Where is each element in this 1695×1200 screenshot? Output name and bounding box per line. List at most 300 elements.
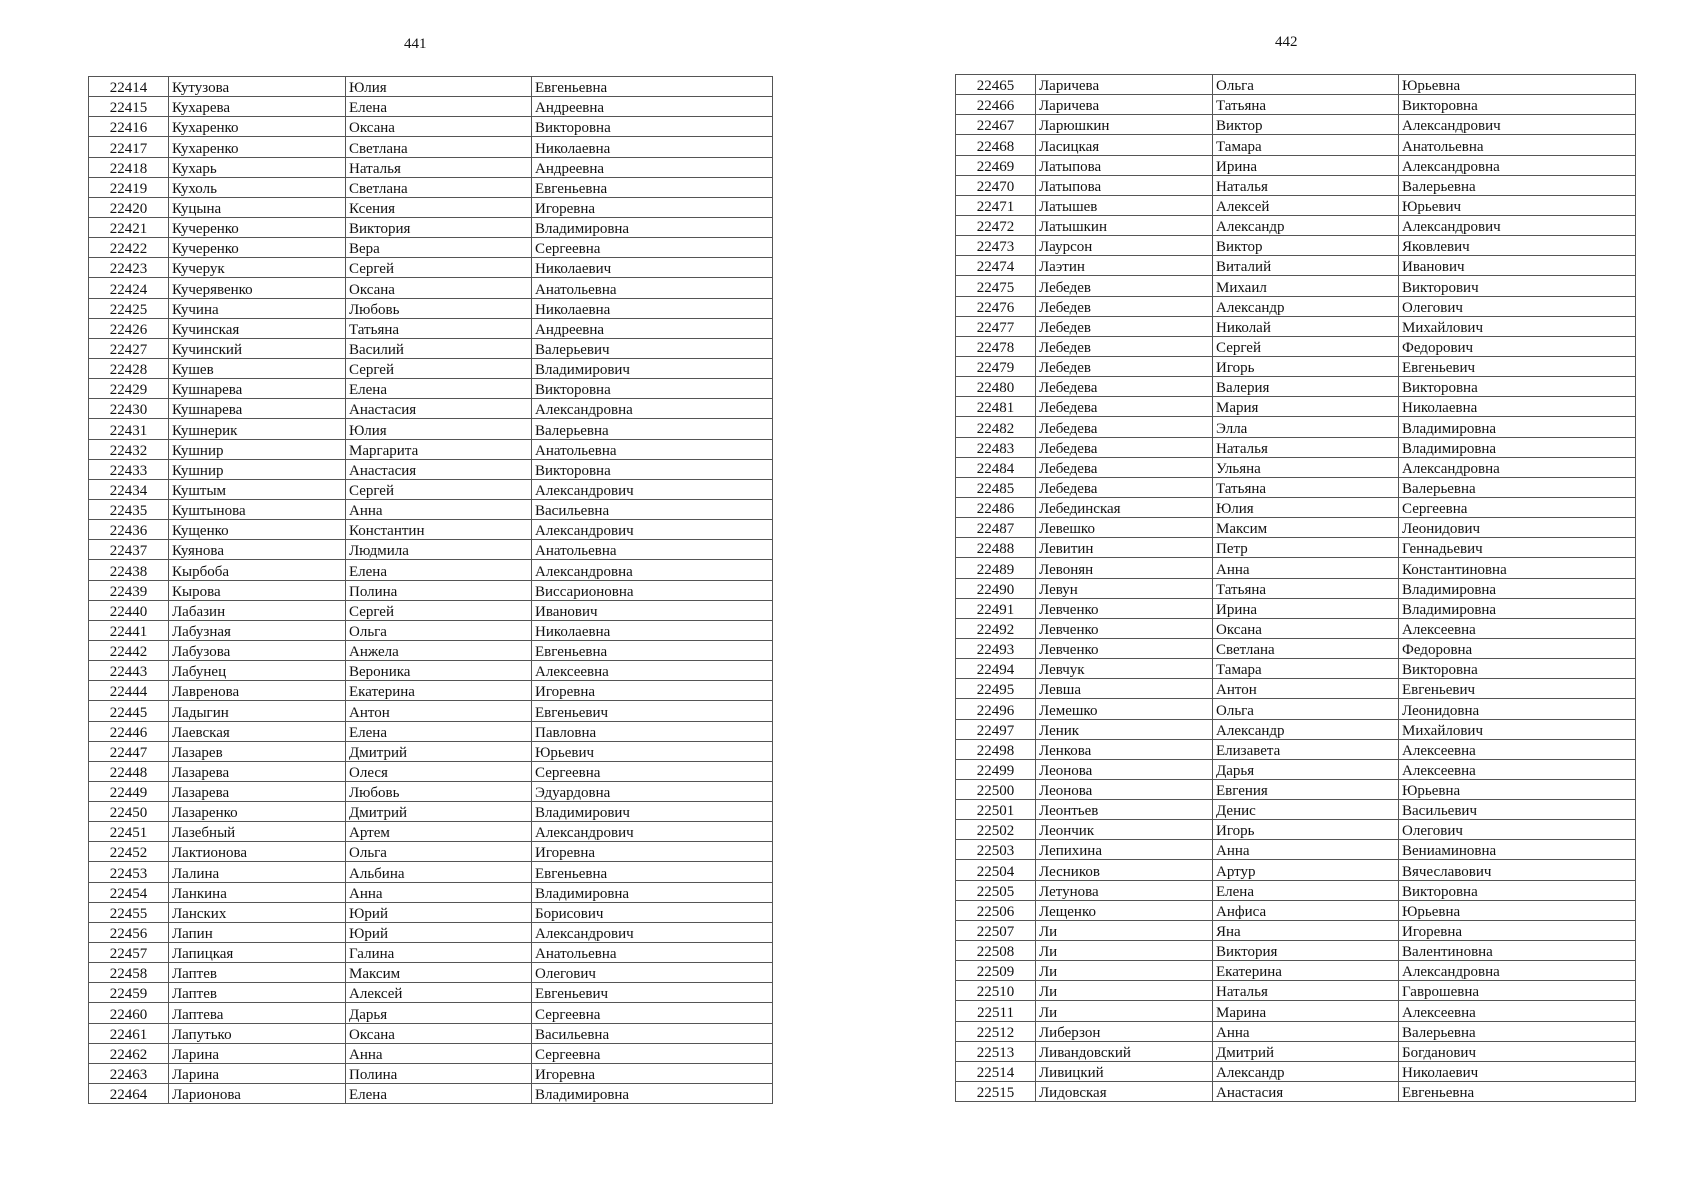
table-row [956,1082,1636,1102]
cell-patronymic: Яковлевич [1399,236,1636,256]
cell-number: 22478 [956,336,1036,356]
table-row [89,761,773,781]
cell-patronymic: Валерьевна [532,419,773,439]
cell-number: 22470 [956,175,1036,195]
cell-number: 22460 [89,1003,169,1023]
table-row [956,759,1636,779]
table-row [956,336,1636,356]
cell-patronymic: Андреевна [532,157,773,177]
cell-surname: Левченко [1036,618,1213,638]
cell-surname: Кучинский [169,338,346,358]
cell-number: 22504 [956,860,1036,880]
table-row [89,1043,773,1063]
cell-surname: Левонян [1036,558,1213,578]
cell-surname: Ли [1036,981,1213,1001]
table-row [89,1063,773,1083]
cell-first-name: Артем [346,822,532,842]
cell-number: 22430 [89,399,169,419]
cell-number: 22515 [956,1082,1036,1102]
cell-number: 22458 [89,963,169,983]
cell-surname: Куцына [169,197,346,217]
cell-first-name: Константин [346,520,532,540]
cell-surname: Ли [1036,1001,1213,1021]
cell-surname: Лабузова [169,640,346,660]
cell-first-name: Ольга [346,842,532,862]
cell-first-name: Юрий [346,922,532,942]
cell-surname: Лаурсон [1036,236,1213,256]
cell-surname: Ливицкий [1036,1061,1213,1081]
cell-patronymic: Федоровна [1399,638,1636,658]
cell-first-name: Марина [1213,1001,1399,1021]
cell-surname: Левешко [1036,518,1213,538]
cell-patronymic: Викторовна [532,459,773,479]
cell-surname: Кушнарева [169,399,346,419]
cell-surname: Кутузова [169,77,346,97]
table-row [956,860,1636,880]
cell-first-name: Анастасия [346,399,532,419]
cell-patronymic: Евгеньевна [532,77,773,97]
cell-patronymic: Николаевич [532,258,773,278]
cell-surname: Ларина [169,1063,346,1083]
cell-first-name: Юлия [1213,497,1399,517]
cell-number: 22434 [89,479,169,499]
cell-surname: Ли [1036,920,1213,940]
cell-patronymic: Иванович [532,600,773,620]
cell-number: 22487 [956,518,1036,538]
cell-number: 22420 [89,197,169,217]
cell-surname: Кушев [169,358,346,378]
table-row [89,862,773,882]
cell-patronymic: Михайлович [1399,719,1636,739]
cell-patronymic: Владимировна [1399,437,1636,457]
table-row [956,236,1636,256]
cell-number: 22417 [89,137,169,157]
table-row [956,638,1636,658]
cell-first-name: Светлана [346,137,532,157]
cell-patronymic: Игоревна [1399,920,1636,940]
table-row [956,135,1636,155]
cell-surname: Либерзон [1036,1021,1213,1041]
cell-surname: Латышев [1036,195,1213,215]
cell-patronymic: Васильевна [532,499,773,519]
cell-surname: Лидовская [1036,1082,1213,1102]
cell-patronymic: Алексеевна [532,661,773,681]
cell-number: 22481 [956,397,1036,417]
cell-surname: Куштынова [169,499,346,519]
table-row [89,620,773,640]
cell-first-name: Екатерина [346,681,532,701]
cell-patronymic: Николаевна [532,620,773,640]
cell-surname: Левша [1036,679,1213,699]
cell-number: 22511 [956,1001,1036,1021]
cell-patronymic: Леонидович [1399,518,1636,538]
cell-surname: Кучерявенко [169,278,346,298]
cell-surname: Летунова [1036,880,1213,900]
cell-patronymic: Олегович [532,963,773,983]
cell-first-name: Светлана [1213,638,1399,658]
cell-patronymic: Андреевна [532,97,773,117]
cell-first-name: Ольга [346,620,532,640]
cell-patronymic: Викторовна [1399,95,1636,115]
cell-first-name: Елена [346,560,532,580]
table-row [956,981,1636,1001]
cell-number: 22428 [89,358,169,378]
cell-first-name: Анастасия [346,459,532,479]
cell-first-name: Оксана [346,1023,532,1043]
table-row [89,842,773,862]
cell-surname: Лабазин [169,600,346,620]
cell-number: 22479 [956,356,1036,376]
cell-patronymic: Константиновна [1399,558,1636,578]
cell-patronymic: Виссарионовна [532,580,773,600]
cell-first-name: Людмила [346,540,532,560]
table-row [89,882,773,902]
cell-number: 22510 [956,981,1036,1001]
page-number-right: 442 [1275,34,1298,50]
cell-number: 22507 [956,920,1036,940]
cell-patronymic: Валерьевич [532,338,773,358]
table-row [89,439,773,459]
cell-patronymic: Евгеньевич [532,701,773,721]
cell-number: 22459 [89,983,169,1003]
cell-patronymic: Анатольевна [1399,135,1636,155]
cell-surname: Ларичева [1036,75,1213,95]
table-row [956,256,1636,276]
table-row [956,558,1636,578]
table-row [956,477,1636,497]
table-row [956,397,1636,417]
cell-patronymic: Евгеньевна [532,640,773,660]
cell-patronymic: Александрович [532,822,773,842]
cell-first-name: Виктория [346,217,532,237]
cell-patronymic: Анатольевна [532,540,773,560]
cell-surname: Леонова [1036,779,1213,799]
cell-patronymic: Олегович [1399,820,1636,840]
cell-number: 22445 [89,701,169,721]
cell-patronymic: Игоревна [532,842,773,862]
cell-patronymic: Евгеньевна [1399,1082,1636,1102]
cell-first-name: Наталья [1213,437,1399,457]
cell-number: 22498 [956,739,1036,759]
cell-patronymic: Эдуардовна [532,781,773,801]
cell-surname: Лебедева [1036,457,1213,477]
cell-patronymic: Сергеевна [532,761,773,781]
cell-number: 22453 [89,862,169,882]
cell-number: 22416 [89,117,169,137]
cell-number: 22440 [89,600,169,620]
cell-number: 22514 [956,1061,1036,1081]
cell-patronymic: Викторовна [532,117,773,137]
table-row [956,457,1636,477]
cell-first-name: Оксана [346,117,532,137]
cell-patronymic: Сергеевна [1399,497,1636,517]
table-row [89,278,773,298]
cell-patronymic: Гаврошевна [1399,981,1636,1001]
cell-patronymic: Богданович [1399,1041,1636,1061]
cell-surname: Лактионова [169,842,346,862]
cell-number: 22497 [956,719,1036,739]
cell-first-name: Светлана [346,177,532,197]
cell-number: 22467 [956,115,1036,135]
table-row [89,419,773,439]
table-row [956,598,1636,618]
cell-first-name: Ольга [1213,699,1399,719]
table-row [956,175,1636,195]
cell-patronymic: Владимирович [532,802,773,822]
cell-first-name: Юлия [346,77,532,97]
cell-first-name: Анна [346,499,532,519]
table-row [89,943,773,963]
cell-surname: Лабунец [169,661,346,681]
table-row [956,699,1636,719]
table-row [89,520,773,540]
cell-number: 22441 [89,620,169,640]
cell-number: 22415 [89,97,169,117]
cell-first-name: Альбина [346,862,532,882]
cell-first-name: Игорь [1213,356,1399,376]
table-row [956,215,1636,235]
cell-first-name: Полина [346,1063,532,1083]
cell-surname: Ли [1036,961,1213,981]
cell-first-name: Ирина [1213,155,1399,175]
cell-patronymic: Сергеевна [532,238,773,258]
cell-patronymic: Андреевна [532,318,773,338]
cell-number: 22495 [956,679,1036,699]
table-row [956,739,1636,759]
cell-surname: Лаптева [169,1003,346,1023]
cell-patronymic: Сергеевна [532,1003,773,1023]
table-row [956,941,1636,961]
cell-number: 22454 [89,882,169,902]
cell-surname: Ларионова [169,1084,346,1104]
cell-surname: Лесников [1036,860,1213,880]
table-row [89,258,773,278]
cell-number: 22505 [956,880,1036,900]
cell-patronymic: Викторовна [1399,659,1636,679]
cell-patronymic: Леонидовна [1399,699,1636,719]
table-row [89,701,773,721]
cell-patronymic: Николаевич [1399,1061,1636,1081]
cell-surname: Кушнерик [169,419,346,439]
cell-patronymic: Вячеславович [1399,860,1636,880]
cell-first-name: Елизавета [1213,739,1399,759]
cell-number: 22466 [956,95,1036,115]
cell-patronymic: Васильевич [1399,800,1636,820]
cell-first-name: Ирина [1213,598,1399,618]
cell-number: 22474 [956,256,1036,276]
cell-number: 22449 [89,781,169,801]
cell-first-name: Анна [346,882,532,902]
cell-number: 22425 [89,298,169,318]
table-row [89,177,773,197]
table-row [956,538,1636,558]
cell-surname: Ланских [169,902,346,922]
cell-surname: Леонова [1036,759,1213,779]
cell-number: 22494 [956,659,1036,679]
cell-surname: Ленкова [1036,739,1213,759]
cell-number: 22508 [956,941,1036,961]
table-row [89,499,773,519]
cell-number: 22451 [89,822,169,842]
cell-first-name: Татьяна [1213,578,1399,598]
cell-surname: Лебедева [1036,437,1213,457]
page-number-left: 441 [404,36,427,52]
cell-surname: Лебедева [1036,417,1213,437]
cell-number: 22477 [956,316,1036,336]
cell-surname: Лаэтин [1036,256,1213,276]
cell-patronymic: Владимировна [532,882,773,902]
cell-first-name: Любовь [346,298,532,318]
cell-patronymic: Федорович [1399,336,1636,356]
cell-surname: Кучерук [169,258,346,278]
cell-patronymic: Анатольевна [532,943,773,963]
cell-first-name: Вера [346,238,532,258]
cell-surname: Кушнарева [169,379,346,399]
cell-first-name: Олеся [346,761,532,781]
cell-surname: Леончик [1036,820,1213,840]
table-row [89,540,773,560]
cell-patronymic: Александровна [1399,457,1636,477]
cell-number: 22439 [89,580,169,600]
cell-number: 22512 [956,1021,1036,1041]
cell-number: 22503 [956,840,1036,860]
cell-patronymic: Николаевна [532,137,773,157]
cell-first-name: Маргарита [346,439,532,459]
table-row [89,238,773,258]
cell-patronymic: Александрович [532,479,773,499]
cell-number: 22465 [956,75,1036,95]
cell-number: 22448 [89,761,169,781]
table-row [956,1041,1636,1061]
cell-number: 22424 [89,278,169,298]
cell-first-name: Полина [346,580,532,600]
table-row [956,679,1636,699]
cell-number: 22490 [956,578,1036,598]
cell-first-name: Елена [1213,880,1399,900]
table-row [89,479,773,499]
cell-first-name: Михаил [1213,276,1399,296]
cell-first-name: Ксения [346,197,532,217]
cell-surname: Лаевская [169,721,346,741]
cell-first-name: Алексей [346,983,532,1003]
cell-patronymic: Игоревна [532,197,773,217]
cell-patronymic: Евгеньевич [532,983,773,1003]
cell-patronymic: Игоревна [532,1063,773,1083]
table-row [956,719,1636,739]
cell-first-name: Александр [1213,1061,1399,1081]
cell-number: 22492 [956,618,1036,638]
cell-surname: Куштым [169,479,346,499]
cell-number: 22419 [89,177,169,197]
cell-surname: Кухарь [169,157,346,177]
cell-surname: Лебедев [1036,316,1213,336]
table-row [89,338,773,358]
table-row [956,880,1636,900]
cell-surname: Кухоль [169,177,346,197]
cell-first-name: Наталья [1213,981,1399,1001]
cell-first-name: Анна [1213,840,1399,860]
cell-patronymic: Юрьевна [1399,779,1636,799]
cell-first-name: Дмитрий [1213,1041,1399,1061]
table-row [956,95,1636,115]
cell-surname: Лебедева [1036,477,1213,497]
table-row [89,822,773,842]
cell-number: 22506 [956,900,1036,920]
cell-first-name: Артур [1213,860,1399,880]
cell-number: 22447 [89,741,169,761]
cell-number: 22426 [89,318,169,338]
cell-first-name: Виктор [1213,115,1399,135]
table-row [89,137,773,157]
cell-surname: Лебедева [1036,397,1213,417]
table-row [89,681,773,701]
table-row [956,1001,1636,1021]
cell-patronymic: Владимировна [532,1084,773,1104]
cell-patronymic: Александровна [532,560,773,580]
cell-first-name: Денис [1213,800,1399,820]
cell-first-name: Оксана [346,278,532,298]
table-row [89,741,773,761]
cell-patronymic: Алексеевна [1399,1001,1636,1021]
table-row [89,399,773,419]
cell-surname: Кучеренко [169,217,346,237]
cell-patronymic: Владимировна [1399,598,1636,618]
cell-number: 22422 [89,238,169,258]
cell-first-name: Оксана [1213,618,1399,638]
cell-number: 22491 [956,598,1036,618]
cell-first-name: Петр [1213,538,1399,558]
cell-patronymic: Валерьевна [1399,1021,1636,1041]
cell-first-name: Дарья [1213,759,1399,779]
cell-surname: Лапутько [169,1023,346,1043]
table-row [956,377,1636,397]
cell-first-name: Сергей [346,258,532,278]
cell-number: 22455 [89,902,169,922]
cell-surname: Лазарева [169,781,346,801]
cell-surname: Лалина [169,862,346,882]
register-table-left [88,76,773,1104]
cell-first-name: Александр [1213,719,1399,739]
cell-number: 22469 [956,155,1036,175]
table-row [89,157,773,177]
cell-number: 22431 [89,419,169,439]
cell-surname: Лаптев [169,963,346,983]
cell-number: 22443 [89,661,169,681]
cell-patronymic: Михайлович [1399,316,1636,336]
cell-number: 22442 [89,640,169,660]
table-row [956,437,1636,457]
cell-first-name: Елена [346,1084,532,1104]
cell-first-name: Дмитрий [346,802,532,822]
cell-patronymic: Владимировна [532,217,773,237]
cell-surname: Левченко [1036,638,1213,658]
cell-patronymic: Владимировна [1399,417,1636,437]
table-row [89,1003,773,1023]
cell-patronymic: Алексеевна [1399,759,1636,779]
cell-patronymic: Васильевна [532,1023,773,1043]
table-row [89,640,773,660]
cell-patronymic: Николаевна [1399,397,1636,417]
cell-number: 22421 [89,217,169,237]
table-row [956,497,1636,517]
cell-surname: Лепихина [1036,840,1213,860]
table-row [89,721,773,741]
table-row [956,155,1636,175]
cell-patronymic: Анатольевна [532,278,773,298]
cell-number: 22485 [956,477,1036,497]
cell-surname: Кырбоба [169,560,346,580]
cell-first-name: Тамара [1213,135,1399,155]
